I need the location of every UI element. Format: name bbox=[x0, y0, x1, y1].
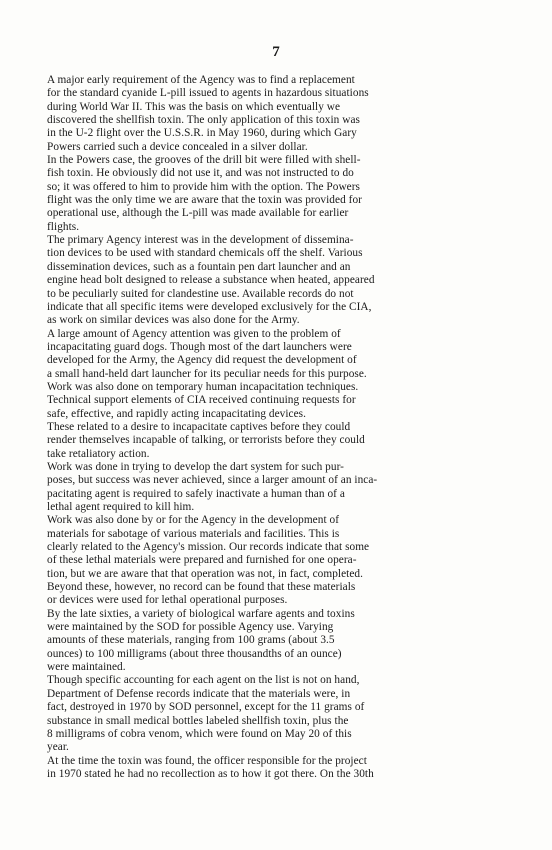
page-number: 7 bbox=[272, 44, 280, 60]
text-line: ounces) to 100 milligrams (about three thousandths of an ounce) bbox=[47, 647, 342, 660]
text-line: 8 milligrams of cobra venom, which were found on May 20 of this bbox=[47, 727, 352, 740]
text-line: operational use, although the L-pill was made available for earlier bbox=[47, 207, 349, 220]
text-line: fact, destroyed in 1970 by SOD personnel, except for the 11 grams of bbox=[47, 701, 365, 714]
text-line: Department of Defense records indicate that the materials were, in bbox=[47, 687, 351, 700]
paragraph bbox=[33, 74, 503, 154]
paragraph bbox=[33, 421, 503, 461]
text-line: pacitating agent is required to safely inactivate a human than of a bbox=[47, 487, 345, 500]
text-line: tion devices to be used with standard chemicals off the shelf. Various bbox=[47, 247, 363, 260]
text-line: in 1970 stated he had no recollection as to how it got there. On the 30th bbox=[47, 767, 374, 780]
text-line: lethal agent required to kill him. bbox=[47, 501, 195, 513]
text-line: These related to a desire to incapacitate captives before they could bbox=[47, 420, 351, 433]
text-line: flights. bbox=[47, 220, 80, 233]
paragraph bbox=[33, 608, 503, 675]
paragraph bbox=[33, 328, 503, 381]
paragraph bbox=[33, 514, 503, 607]
text-line: Though specific accounting for each agent on the list is not on hand, bbox=[47, 674, 360, 687]
text-line: as work on similar devices was also done for the Army. bbox=[47, 314, 300, 327]
text-line: fish toxin. He obviously did not use it, and was not instructed to do bbox=[47, 167, 354, 180]
paragraph bbox=[33, 461, 503, 514]
text-line: indicate that all specific items were developed exclusively for the CIA, bbox=[47, 300, 372, 313]
text-line: for the standard cyanide L-pill issued to agents in hazardous situations bbox=[47, 87, 369, 100]
text-line: in the U-2 flight over the U.S.S.R. in May 1960, during which Gary bbox=[47, 127, 357, 140]
text-line: At the time the toxin was found, the officer responsible for the project bbox=[47, 754, 367, 767]
text-line: year. bbox=[47, 741, 69, 754]
text-line: A large amount of Agency attention was given to the problem of bbox=[47, 327, 341, 340]
text-line: poses, but success was never achieved, since a larger amount of an inca- bbox=[47, 474, 378, 487]
body-text bbox=[33, 74, 503, 781]
text-line: Work was also done on temporary human incapacitation techniques. bbox=[47, 380, 359, 393]
paragraph bbox=[33, 154, 503, 234]
text-line: dissemination devices, such as a fountain pen dart launcher and an bbox=[47, 260, 351, 273]
text-line: of these lethal materials were prepared and furnished for one opera- bbox=[47, 554, 357, 567]
text-line: clearly related to the Agency's mission. Our records indicate that some bbox=[47, 541, 370, 554]
text-line: discovered the shellfish toxin. The only application of this toxin was bbox=[47, 114, 360, 127]
text-line: flight was the only time we are aware that the toxin was provided for bbox=[47, 194, 362, 207]
text-line: safe, effective, and rapidly acting incapacitating devices. bbox=[47, 407, 306, 420]
text-line: Work was also done by or for the Agency in the development of bbox=[47, 514, 340, 527]
text-line: A major early requirement of the Agency was to find a replacement bbox=[47, 74, 355, 86]
paragraph bbox=[33, 234, 503, 327]
text-line: The primary Agency interest was in the development of dissemina- bbox=[47, 234, 354, 247]
text-line: substance in small medical bottles labeled shellfish toxin, plus the bbox=[47, 714, 349, 727]
paragraph bbox=[33, 674, 503, 754]
text-line: By the late sixties, a variety of biological warfare agents and toxins bbox=[47, 607, 355, 620]
text-line: were maintained. bbox=[47, 661, 126, 674]
text-line: were maintained by the SOD for possible Agency use. Varying bbox=[47, 621, 334, 634]
text-line: Technical support elements of CIA received continuing requests for bbox=[47, 394, 356, 407]
text-line: engine head bolt designed to release a substance when heated, appeared bbox=[47, 274, 375, 287]
text-line: a small hand-held dart launcher for its peculiar needs for this purpose. bbox=[47, 367, 367, 380]
text-line: or devices were used for lethal operational purposes. bbox=[47, 594, 288, 607]
text-line: to be peculiarly suited for clandestine use. Available records do not bbox=[47, 287, 354, 300]
text-line: Work was done in trying to develop the dart system for such pur- bbox=[47, 460, 344, 473]
paragraph bbox=[33, 381, 503, 421]
text-line: so; it was offered to him to provide him with the option. The Powers bbox=[47, 180, 360, 193]
text-line: tion, but we are aware that that operation was not, in fact, completed. bbox=[47, 567, 363, 580]
text-line: incapacitating guard dogs. Though most of the dart launchers were bbox=[47, 340, 352, 353]
text-line: Powers carried such a device concealed in a silver dollar. bbox=[47, 140, 308, 153]
text-line: developed for the Army, the Agency did request the development of bbox=[47, 354, 357, 367]
text-line: during World War II. This was the basis on which eventually we bbox=[47, 100, 341, 113]
text-line: In the Powers case, the grooves of the drill bit were filled with shell- bbox=[47, 154, 361, 167]
text-line: amounts of these materials, ranging from 100 grams (about 3.5 bbox=[47, 634, 335, 647]
text-line: Beyond these, however, no record can be found that these materials bbox=[47, 581, 356, 594]
text-line: materials for sabotage of various materials and facilities. This is bbox=[47, 527, 340, 540]
text-line: render themselves incapable of talking, or terrorists before they could bbox=[47, 434, 365, 447]
paragraph bbox=[33, 755, 503, 782]
text-line: take retaliatory action. bbox=[47, 447, 150, 460]
